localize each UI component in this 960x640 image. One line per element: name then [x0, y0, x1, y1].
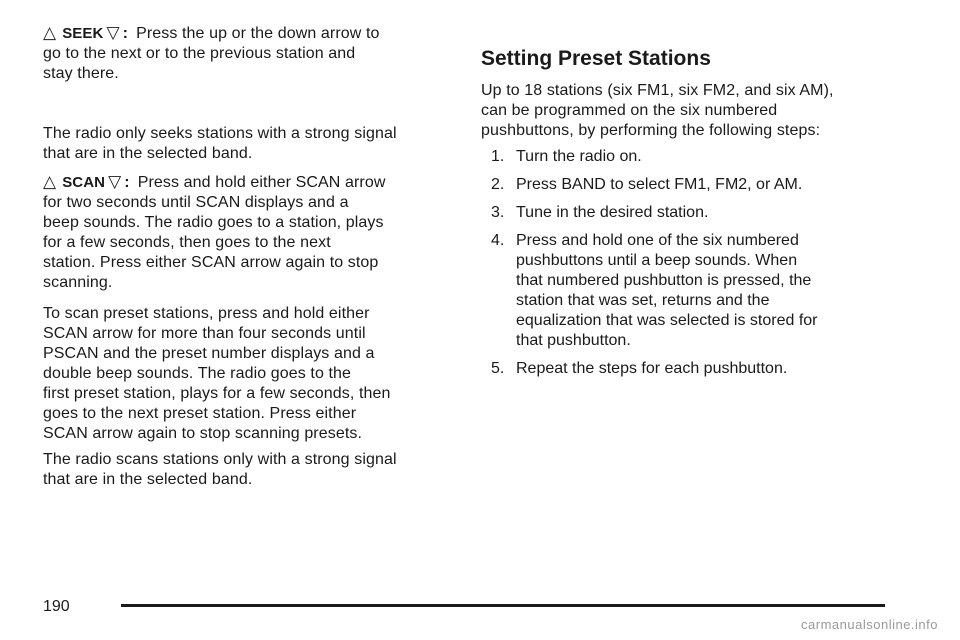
- step-text: [516, 231, 901, 351]
- seek-label: SEEK: [62, 25, 104, 42]
- intro-line: can be programmed on the six numbered: [481, 102, 778, 119]
- page-number: 190: [43, 598, 70, 615]
- seek-note-line: The radio only seeks stations with a strong signal: [43, 125, 397, 142]
- scan-text-line-1: Press and hold either SCAN arrow: [137, 174, 386, 191]
- step-item: [491, 359, 901, 379]
- step-text: Turn the radio on.: [516, 148, 642, 165]
- step-number: 3.: [491, 204, 505, 221]
- up-arrow-icon: △: [43, 23, 57, 42]
- scan-text-line: for a few seconds, then goes to the next: [43, 234, 331, 251]
- footer-rule: [121, 604, 885, 607]
- preset-scan-line: goes to the next preset station. Press either: [43, 405, 357, 422]
- intro-line: Up to 18 stations (six FM1, six FM2, and six AM),: [481, 82, 834, 99]
- scan-label: SCAN: [62, 174, 106, 191]
- scan-text-line: station. Press either SCAN arrow again to stop: [43, 254, 379, 271]
- seek-colon: :: [122, 25, 129, 42]
- step-text-line: that numbered pushbutton is pressed, the: [516, 272, 812, 289]
- step-text-line: Press and hold one of the six numbered: [516, 232, 799, 249]
- down-arrow-icon: ▽: [108, 172, 122, 191]
- intro-line: pushbuttons, by performing the following steps:: [481, 122, 821, 139]
- step-item: [491, 231, 901, 351]
- preset-scan-line: first preset station, plays for a few seconds, then: [43, 385, 391, 402]
- seek-text-line-2: go to the next or to the previous station and: [43, 45, 356, 62]
- seek-text-line-1: Press the up or the down arrow to: [136, 25, 380, 42]
- step-item: [491, 175, 901, 195]
- scan-heading-line: [43, 172, 443, 193]
- preset-scan-line: SCAN arrow for more than four seconds until: [43, 325, 366, 342]
- scan-note-line: The radio scans stations only with a strong signal: [43, 451, 397, 468]
- scan-note-line: that are in the selected band.: [43, 471, 253, 488]
- scan-text-line: beep sounds. The radio goes to a station, plays: [43, 214, 384, 231]
- step-text-line: equalization that was selected is stored for: [516, 312, 818, 329]
- section-heading: Setting Preset Stations: [481, 47, 711, 70]
- seek-heading-line: [43, 23, 443, 44]
- step-text-line: pushbuttons until a beep sounds. When: [516, 252, 798, 269]
- preset-scan-line: double beep sounds. The radio goes to the: [43, 365, 352, 382]
- seek-text-line-3: stay there.: [43, 65, 119, 82]
- scan-colon: :: [124, 174, 130, 191]
- step-text: Tune in the desired station.: [516, 204, 709, 221]
- step-text: Repeat the steps for each pushbutton.: [516, 360, 788, 377]
- preset-scan-line: SCAN arrow again to stop scanning presets.: [43, 425, 363, 442]
- step-text: Press BAND to select FM1, FM2, or AM.: [516, 176, 803, 193]
- step-text-line: that pushbutton.: [516, 332, 631, 349]
- steps-list: [491, 147, 901, 379]
- preset-scan-line: To scan preset stations, press and hold either: [43, 305, 370, 322]
- preset-intro: [481, 81, 901, 141]
- scan-text-line: scanning.: [43, 274, 113, 291]
- seek-note: [43, 124, 443, 164]
- seek-note-line: that are in the selected band.: [43, 145, 253, 162]
- scan-section: [43, 172, 443, 293]
- seek-section: [43, 23, 443, 84]
- step-item: [491, 147, 901, 167]
- step-number: 2.: [491, 176, 505, 193]
- down-arrow-icon: ▽: [106, 23, 120, 42]
- step-number: 4.: [491, 232, 505, 249]
- scan-note: [43, 450, 443, 490]
- preset-scan-line: PSCAN and the preset number displays and a: [43, 345, 375, 362]
- scan-text-line: for two seconds until SCAN displays and a: [43, 194, 349, 211]
- preset-scan-paragraph: [43, 304, 443, 444]
- step-text-line: station that was set, returns and the: [516, 292, 770, 309]
- step-number: 1.: [491, 148, 505, 165]
- watermark: carmanualsonline.info: [801, 617, 938, 632]
- up-arrow-icon: △: [43, 172, 57, 191]
- step-item: [491, 203, 901, 223]
- step-number: 5.: [491, 360, 505, 377]
